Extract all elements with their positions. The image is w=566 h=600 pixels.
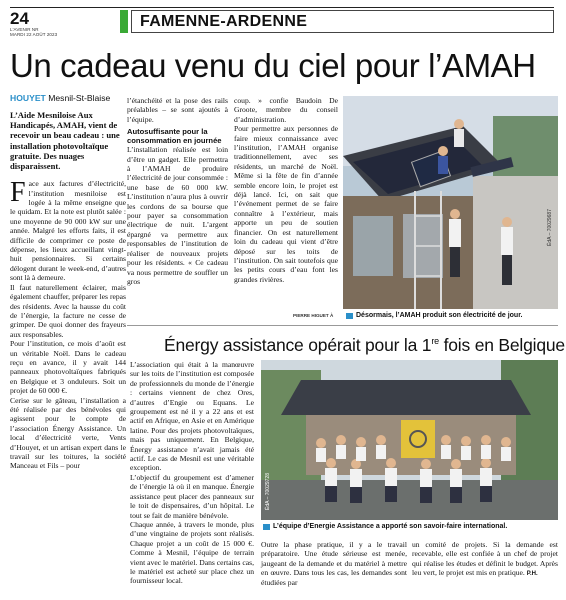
- second-article-bottom-right: [412, 540, 558, 580]
- paragraph: L’association qui était à la manœuvre sur les toits de l’institution est composée de professionnels du monde de l’énergie : certains viennent de chez Ores, d’autres d’Engie ou Equans. Le groupement est né il y a 22 ans et est actif en Afrique, en Asie et en Amérique latine. Pour des projets photovoltaïques, mais pas uniquement. En Belgique, Énergy assistance n’avait jamais été actif. Le cas de Mesnil est une véritable exception.: [130, 360, 254, 473]
- dateline-place: Mesnil-St-Blaise: [48, 93, 111, 103]
- caption-marker-icon: [346, 313, 353, 319]
- drop-cap: F: [10, 177, 26, 209]
- photo-credit: ÉdA – 70029728: [265, 473, 271, 510]
- author-signature: P.H.: [526, 571, 538, 578]
- page-number: 24: [10, 9, 29, 28]
- section-title: FAMENNE-ARDENNE: [131, 10, 554, 33]
- second-article-headline: Énergy assistance opérait pour la 1re fois en Belgique: [164, 335, 565, 355]
- article-column-3: [234, 96, 338, 284]
- paragraph: Il faut naturellement éclairer, mais également chauffer, préparer les repas des résidents. Avec la hausse du coût de l’énergie, la facture ne cesse de grimper. De quoi donner des frayeurs aux responsables.: [10, 282, 126, 339]
- paragraph: L’installation réalisée est loin d’être un gadget. Elle permettra à l’AMAH de produire l’électricité de jour consommée : une base de 60 000 kW. L’institution n’aura plus à ouvrir les cordons de sa bourse que pour payer sa consommation électrique de nuit. L’argent épargné va permettre aux responsables de l’institution de réaliser de nouveaux projets pour les résidents. « Ce cadeau va nous permettre de souffler un gros: [127, 145, 228, 286]
- paragraph: Outre la phase pratique, il y a le travail préparatoire. Une étude sérieuse est menée, jaugeant de la demande et du matériel à mettre en œuvre. Dans tous les cas, les demandes sont étudiées par: [261, 540, 407, 587]
- team-group-illustration: [261, 360, 558, 520]
- photo-credit: ÉdA – 70029687: [547, 209, 553, 246]
- article-divider: [127, 325, 558, 326]
- dateline-town: HOUYET: [10, 93, 46, 103]
- publication-name: L'AVENIR NR: [10, 27, 39, 32]
- page-header: [10, 7, 554, 35]
- caption-marker-icon: [263, 524, 270, 530]
- publication-date: MARDI 22 AOÛT 2023: [10, 32, 58, 37]
- photo-roof-installation: [343, 96, 558, 309]
- paragraph: Cerise sur le gâteau, l’installation a été réalisée par des bénévoles qui agissent pour le compte de l’association Énergy Assistance. Un local d’électricité verte, Vents d’Houyet, et un artisan expert dans le travail sur les toitures, la société Manceau et Fils – pour: [10, 395, 126, 471]
- second-article-bottom-middle: [261, 540, 407, 587]
- article-column-2: [127, 96, 228, 286]
- article-column-1: [10, 93, 126, 471]
- photo-caption: L’équipe d’Energie Assistance a apporté son savoir-faire international.: [273, 523, 508, 530]
- article-body-1: [10, 179, 126, 471]
- dateline: [10, 93, 126, 104]
- second-article-column: [130, 360, 254, 586]
- photographer-credit: PIERRE HIGUET À: [293, 313, 334, 318]
- paragraph: l’étanchéité et la pose des rails préalables – se sont ajoutés à l’équipe.: [127, 96, 228, 124]
- article-lead: L’Aide Mesniloise Aux Handicapés, AMAH, vient de recevoir un beau cadeau : une installation photovoltaïque gratuite. Des nuages disparaissent.: [10, 110, 120, 172]
- photo-caption: Désormais, l’AMAH produit son électricité de jour.: [356, 312, 523, 319]
- paragraph: L’objectif du groupement est d’amener de l’énergie là où il en manque. Énergie assistance peut placer des panneaux sur le toit de dispensaires, d’un hôpital. Le tout se fait de manière bénévole.: [130, 472, 254, 520]
- article-headline: Un cadeau venu du ciel pour l’AMAH: [10, 47, 536, 84]
- photo-team-group: [261, 360, 558, 520]
- paragraph: Pour permettre aux personnes de faire mieux connaissance avec l’institution, l’AMAH organise traditionnellement, avec ses résidents, un marché de Noël. Même si la fête de fin d’année semble encore loin, le projet est déjà lancé. Ici, on sait que l’événement permet de se faire connaître à l’extérieur, mais apporte un peu de soutien financier. On est naturellement loin du cadeau qui vient d’être déposé sur les toits de l’institution. On sait toutefois que les petits cours d’eau font les grandes rivières.: [234, 124, 338, 284]
- solar-install-illustration: [343, 96, 558, 309]
- section-color-bar: [120, 10, 128, 33]
- subheading: Autosuffisante pour la consommation en journée: [127, 127, 222, 146]
- paragraph: Face aux factures d’électricité, l’institution mesniloise est logée à la même enseigne que le quidam. Et la note est plutôt salée : une moyenne de 90 000 kW sur une année. Malgré les efforts faits, il est difficile de comprimer ce poste de dépense, les lieux accueillant vingt-huit pensionnaires. Si certains délogent durant le week-end, d’autres sont là à demeure.: [10, 177, 126, 283]
- paragraph: Pour l’institution, ce mois d’août est un véritable Noël. Dans le cadeau reçu en avance, il y avait 144 panneaux photovoltaïques fabriqués en Belgique et 3 onduleurs. Soit un projet de 60 000 €.: [10, 339, 126, 396]
- paragraph: Chaque année, à travers le monde, plus d’une vingtaine de projets sont réalisés. Chaque projet a un coût de 15 000 €. Comme à Mesnil, l’équipe de terrain vient avec le matériel. Dans certains cas, le matériel est acheté sur place chez un fournisseur local.: [130, 519, 254, 586]
- paragraph: un comité de projets. Si la demande est recevable, elle est confiée à un chef de projet qui réalise les études et définit le budget. Après leu vert, le projet est mis en pratique. P.H.: [412, 540, 558, 578]
- paragraph: coup. » confie Baudoin De Groote, membre du conseil d’administration.: [234, 96, 338, 124]
